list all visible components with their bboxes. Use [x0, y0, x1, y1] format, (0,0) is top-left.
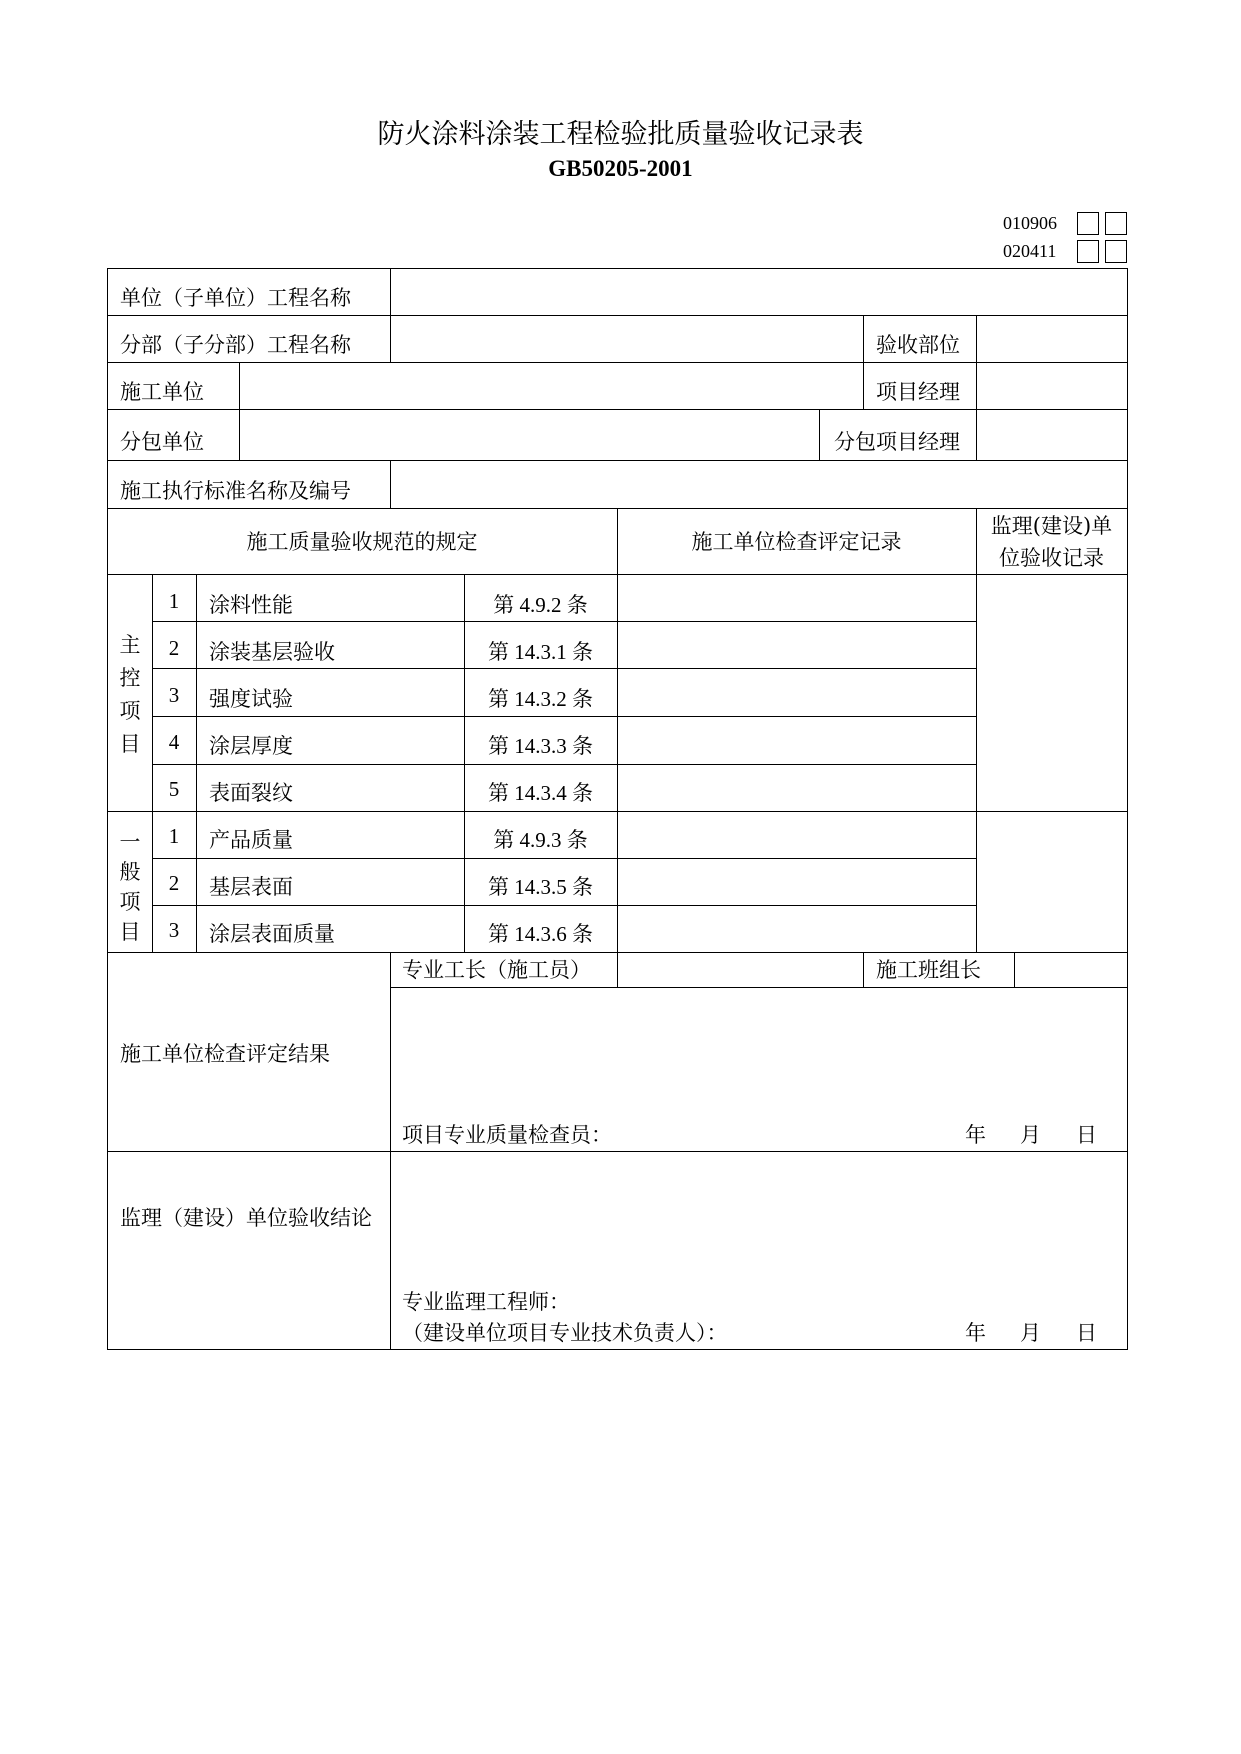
- main-supervision-cell[interactable]: [978, 576, 1126, 810]
- row-number: 3: [168, 683, 180, 707]
- conclusion-day: 日: [1076, 1321, 1097, 1345]
- row-number: 1: [168, 589, 180, 613]
- result-day: 日: [1076, 1123, 1097, 1147]
- standard-code: GB50205-2001: [548, 156, 693, 181]
- result-year: 年: [965, 1123, 986, 1147]
- unit-project-label: 单位（子单位）工程名称: [120, 286, 351, 310]
- main-label-char: 目: [119, 732, 141, 756]
- item-clause: 第 4.9.3 条: [493, 828, 588, 852]
- grid-line: [617, 508, 618, 952]
- check-record-header: 施工单位检查评定记录: [691, 530, 902, 554]
- general-label-char: 一: [119, 830, 141, 854]
- foreman-field[interactable]: [619, 954, 862, 986]
- owner-representative-label: （建设单位项目专业技术负责人）：: [402, 1321, 728, 1345]
- form-title: 防火涂料涂装工程检验批质量验收记录表: [377, 119, 864, 150]
- check-record-cell[interactable]: [619, 907, 975, 951]
- check-record-cell[interactable]: [619, 766, 975, 810]
- result-month: 月: [1020, 1123, 1041, 1147]
- subcontract-manager-label: 分包项目经理: [834, 430, 960, 454]
- grid-line: [617, 952, 618, 987]
- item-name: 强度试验: [209, 687, 293, 711]
- grid-line: [152, 621, 977, 622]
- supervision-header-line2: 位验收记录: [999, 546, 1104, 570]
- spec-header: 施工质量验收规范的规定: [246, 530, 478, 554]
- check-record-cell[interactable]: [619, 670, 975, 715]
- item-name: 涂层厚度: [209, 734, 293, 758]
- supervising-engineer-label: 专业监理工程师：: [402, 1290, 570, 1314]
- row-number: 2: [168, 871, 180, 895]
- main-label-char: 项: [119, 699, 141, 723]
- general-label-char: 项: [119, 890, 141, 914]
- grid-line: [152, 764, 977, 765]
- grid-line: [390, 460, 391, 508]
- grid-line: [819, 409, 820, 460]
- row-number: 1: [168, 824, 180, 848]
- grid-line: [152, 668, 977, 669]
- item-clause: 第 14.3.3 条: [488, 734, 593, 758]
- supervision-header-line1: 监理(建设)单: [990, 514, 1113, 538]
- row-number: 3: [168, 918, 180, 942]
- project-manager-label: 项目经理: [876, 380, 960, 404]
- unit-project-field[interactable]: [392, 270, 1126, 314]
- grid-line: [390, 987, 1128, 988]
- grid-line: [107, 811, 1128, 812]
- quality-inspector-label: 项目专业质量检查员：: [402, 1123, 612, 1147]
- item-name: 涂层表面质量: [209, 922, 335, 946]
- code-box[interactable]: [1077, 240, 1099, 263]
- table-border-bottom: [107, 1349, 1128, 1350]
- grid-line: [976, 508, 977, 952]
- form-code-1: 010906: [1003, 213, 1057, 233]
- row-number: 2: [168, 636, 180, 660]
- team-leader-label: 施工班组长: [876, 958, 981, 982]
- grid-line: [107, 460, 1128, 461]
- check-record-cell[interactable]: [619, 623, 975, 667]
- grid-line: [107, 362, 1128, 363]
- item-clause: 第 14.3.2 条: [488, 687, 593, 711]
- check-record-cell[interactable]: [619, 813, 975, 857]
- check-result-label: 施工单位检查评定结果: [120, 1042, 330, 1066]
- grid-line: [390, 268, 391, 362]
- table-border-right: [1127, 268, 1128, 1350]
- general-supervision-cell[interactable]: [978, 813, 1126, 951]
- grid-line: [107, 315, 1128, 316]
- grid-line: [107, 1151, 1128, 1152]
- grid-line: [107, 409, 1128, 410]
- grid-line: [152, 905, 977, 906]
- item-clause: 第 14.3.4 条: [488, 781, 593, 805]
- standard-name-field[interactable]: [392, 462, 1126, 507]
- table-border-left: [107, 268, 108, 1350]
- general-label-char: 般: [119, 860, 141, 884]
- check-record-cell[interactable]: [619, 576, 975, 620]
- item-name: 涂料性能: [209, 593, 293, 617]
- check-record-cell[interactable]: [619, 860, 975, 904]
- item-name: 基层表面: [209, 875, 293, 899]
- grid-line: [196, 574, 197, 952]
- item-clause: 第 14.3.6 条: [488, 922, 593, 946]
- main-label-char: 主: [119, 633, 141, 657]
- grid-line: [239, 362, 240, 460]
- item-name: 涂装基层验收: [209, 640, 335, 664]
- item-clause: 第 14.3.1 条: [488, 640, 593, 664]
- construction-unit-label: 施工单位: [120, 380, 204, 404]
- subcontract-manager-field[interactable]: [978, 411, 1126, 459]
- grid-line: [152, 716, 977, 717]
- grid-line: [863, 952, 864, 987]
- acceptance-part-label: 验收部位: [876, 333, 960, 357]
- code-box[interactable]: [1077, 212, 1099, 235]
- acceptance-part-field[interactable]: [978, 317, 1126, 361]
- conclusion-label: 监理（建设）单位验收结论: [120, 1206, 372, 1230]
- conclusion-year: 年: [965, 1321, 986, 1345]
- grid-line: [976, 315, 977, 460]
- sub-project-field[interactable]: [392, 317, 862, 361]
- code-box[interactable]: [1105, 212, 1127, 235]
- check-record-cell[interactable]: [619, 718, 975, 763]
- foreman-label: 专业工长（施工员）: [402, 958, 591, 982]
- item-clause: 第 4.9.2 条: [493, 593, 588, 617]
- subcontract-unit-label: 分包单位: [120, 430, 204, 454]
- grid-line: [863, 315, 864, 409]
- standard-name-label: 施工执行标准名称及编号: [120, 479, 351, 503]
- sub-project-label: 分部（子分部）工程名称: [120, 333, 351, 357]
- general-label-char: 目: [119, 920, 141, 944]
- construction-unit-field[interactable]: [241, 364, 862, 408]
- conclusion-field[interactable]: [392, 1153, 1126, 1283]
- table-border-top: [107, 268, 1128, 269]
- item-name: 产品质量: [209, 828, 293, 852]
- form-code-2: 020411: [1003, 241, 1057, 261]
- main-label-char: 控: [119, 666, 141, 690]
- subcontract-unit-field[interactable]: [241, 411, 818, 459]
- grid-line: [1014, 952, 1015, 987]
- row-number: 5: [168, 777, 180, 801]
- project-manager-field[interactable]: [978, 364, 1126, 408]
- grid-line: [152, 858, 977, 859]
- code-box[interactable]: [1105, 240, 1127, 263]
- item-clause: 第 14.3.5 条: [488, 875, 593, 899]
- conclusion-month: 月: [1020, 1321, 1041, 1345]
- team-leader-field[interactable]: [1016, 954, 1126, 986]
- row-number: 4: [168, 730, 180, 754]
- check-result-field[interactable]: [392, 989, 1126, 1109]
- item-name: 表面裂纹: [209, 781, 293, 805]
